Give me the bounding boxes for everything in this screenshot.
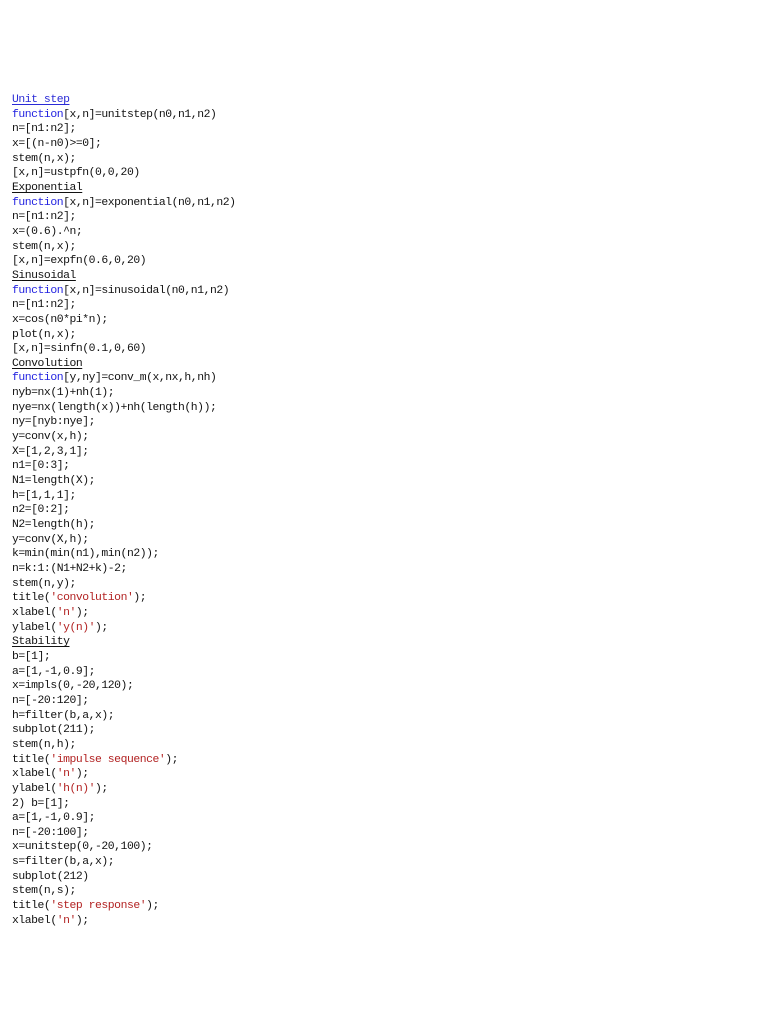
code-text: k=min(min(n1),min(n2)); (12, 548, 159, 561)
section-heading-link[interactable] (12, 93, 752, 108)
code-line (12, 196, 752, 211)
code-line (12, 679, 752, 694)
keyword: function (12, 284, 64, 297)
code-text: stem(n,s); (12, 885, 76, 898)
string-literal: 'n' (56, 914, 76, 927)
keyword: function (12, 196, 64, 209)
code-text: stem(n,h); (12, 738, 76, 751)
string-literal: 'y(n)' (56, 621, 96, 634)
code-line (12, 415, 752, 430)
code-line (12, 884, 752, 899)
code-line (12, 445, 752, 460)
code-text: ); (75, 606, 89, 619)
code-line (12, 459, 752, 474)
code-text: ); (75, 914, 89, 927)
code-text: [x,n]=expfn(0.6,0,20) (12, 255, 147, 268)
code-text: nye=nx(length(x))+nh(length(h)); (12, 401, 217, 414)
code-line (12, 108, 752, 123)
code-text: ); (165, 753, 179, 766)
keyword: function (12, 372, 64, 385)
code-line (12, 518, 752, 533)
code-text: stem(n,x); (12, 240, 76, 253)
code-line (12, 386, 752, 401)
code-text: 2) b=[1]; (12, 797, 70, 810)
code-text: y=conv(x,h); (12, 431, 89, 444)
code-text: Exponential (12, 181, 83, 194)
code-text: s=filter(b,a,x); (12, 856, 115, 869)
code-line (12, 665, 752, 680)
code-line (12, 328, 752, 343)
code-line (12, 723, 752, 738)
code-text: ); (95, 621, 108, 634)
code-line (12, 430, 752, 445)
code-text: [x,n]=ustpfn(0,0,20) (12, 167, 140, 180)
code-line (12, 313, 752, 328)
code-text: x=impls(0,-20,120); (12, 680, 134, 693)
code-line (12, 254, 752, 269)
code-line (12, 240, 752, 255)
string-literal: 'n' (56, 768, 76, 781)
code-text: ylabel( (12, 621, 57, 634)
code-line (12, 840, 752, 855)
code-text: title( (12, 753, 51, 766)
code-text: Sinusoidal (12, 269, 76, 282)
code-line (12, 401, 752, 416)
code-text: ); (75, 768, 89, 781)
code-line (12, 474, 752, 489)
code-line (12, 709, 752, 724)
code-line (12, 166, 752, 181)
string-literal: 'impulse sequence' (50, 753, 166, 766)
code-line (12, 225, 752, 240)
code-line (12, 650, 752, 665)
code-text: n=k:1:(N1+N2+k)-2; (12, 563, 127, 575)
section-heading (12, 269, 752, 284)
code-document (12, 93, 752, 928)
code-text: plot(n,x); (12, 328, 76, 341)
code-text: stem(n,x); (12, 152, 76, 165)
code-text: a=[1,-1,0.9]; (12, 812, 96, 825)
code-line (12, 591, 752, 606)
code-line (12, 284, 752, 299)
code-text: ylabel( (12, 782, 57, 795)
code-text: Stability (12, 636, 70, 649)
code-text: h=filter(b,a,x); (12, 709, 115, 722)
code-text: x=[(n-n0)>=0]; (12, 137, 102, 150)
code-line (12, 342, 752, 357)
code-text: xlabel( (12, 768, 57, 781)
code-text: X=[1,2,3,1]; (12, 445, 89, 458)
code-line (12, 753, 752, 768)
code-line (12, 797, 752, 812)
code-line (12, 914, 752, 929)
code-line (12, 547, 752, 562)
code-text: subplot(211); (12, 724, 96, 737)
code-text: Convolution (12, 357, 83, 370)
code-text: n=[n1:n2]; (12, 299, 76, 312)
code-line (12, 694, 752, 709)
code-text: ny=[nyb:nye]; (12, 416, 96, 429)
code-text: x=cos(n0*pi*n); (12, 313, 108, 326)
code-line (12, 371, 752, 386)
keyword: function (12, 108, 64, 121)
code-text: n=[-20:100]; (12, 826, 89, 839)
code-text: [x,n]=sinusoidal(n0,n1,n2) (63, 284, 230, 297)
code-line (12, 782, 752, 797)
code-line (12, 137, 752, 152)
code-text: subplot(212) (12, 870, 89, 883)
code-text: N1=length(X); (12, 475, 96, 488)
code-text: ); (95, 782, 108, 795)
code-line (12, 298, 752, 313)
code-line (12, 811, 752, 826)
section-heading (12, 181, 752, 196)
string-literal: 'h(n)' (56, 782, 96, 795)
code-line (12, 489, 752, 504)
string-literal: 'step response' (50, 900, 147, 913)
code-line (12, 210, 752, 225)
section-heading (12, 635, 752, 650)
code-text: title( (12, 592, 51, 605)
code-text: b=[1]; (12, 650, 51, 663)
code-text: stem(n,y); (12, 577, 76, 590)
code-text: h=[1,1,1]; (12, 489, 76, 502)
code-text: y=conv(X,h); (12, 533, 89, 546)
code-text: x=unitstep(0,-20,100); (12, 841, 153, 854)
code-line (12, 738, 752, 753)
code-text: [x,n]=unitstep(n0,n1,n2) (63, 108, 217, 121)
code-text: x=(0.6).^n; (12, 225, 83, 238)
code-line (12, 533, 752, 548)
code-text: n=[-20:120]; (12, 694, 89, 707)
code-line (12, 870, 752, 885)
code-text: xlabel( (12, 914, 57, 927)
code-line (12, 562, 752, 577)
code-line (12, 826, 752, 841)
code-text: n=[n1:n2]; (12, 123, 76, 136)
code-line (12, 767, 752, 782)
code-text: Unit step (12, 94, 70, 106)
code-line (12, 606, 752, 621)
code-text: [y,ny]=conv_m(x,nx,h,nh) (63, 372, 217, 385)
string-literal: 'n' (56, 606, 76, 619)
code-line (12, 621, 752, 636)
code-text: n=[n1:n2]; (12, 211, 76, 224)
section-heading (12, 357, 752, 372)
code-line (12, 152, 752, 167)
code-text: xlabel( (12, 606, 57, 619)
code-line (12, 899, 752, 914)
code-line (12, 855, 752, 870)
code-line (12, 503, 752, 518)
code-text: [x,n]=exponential(n0,n1,n2) (63, 196, 236, 209)
code-text: N2=length(h); (12, 519, 96, 532)
code-line (12, 122, 752, 137)
code-line (12, 577, 752, 592)
code-text: n1=[0:3]; (12, 460, 70, 473)
code-text: n2=[0:2]; (12, 504, 70, 517)
code-text: nyb=nx(1)+nh(1); (12, 387, 115, 400)
code-text: ); (133, 592, 147, 605)
code-text: title( (12, 900, 51, 913)
string-literal: 'convolution' (50, 592, 134, 605)
code-text: ); (146, 900, 159, 913)
code-text: a=[1,-1,0.9]; (12, 665, 96, 678)
code-text: [x,n]=sinfn(0.1,0,60) (12, 343, 147, 356)
